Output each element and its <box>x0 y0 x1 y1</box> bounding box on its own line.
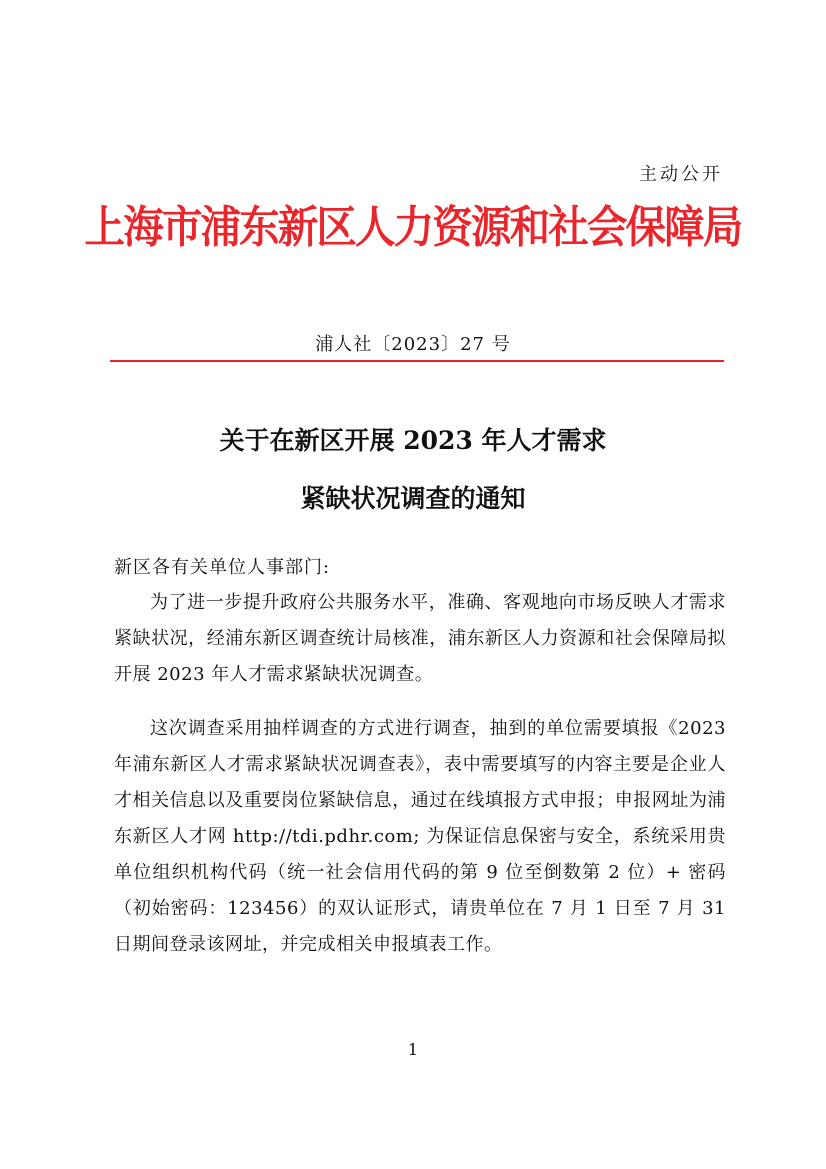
document-title-line-2: 紧缺状况调查的通知 <box>300 484 526 513</box>
document-title-line-1: 关于在新区开展 2023 年人才需求 <box>219 426 607 455</box>
page-number: 1 <box>407 1040 419 1059</box>
salutation: 新区各有关单位人事部门: <box>114 557 331 578</box>
disclosure-label: 主动公开 <box>639 164 723 185</box>
body-paragraph-1: 为了进一步提升政府公共服务水平，准确、客观地向市场反映人才需求紧缺状况，经浦东新区调查统计局核准，浦东新区人力资源和社会保障局拟开展 2023 年人才需求紧缺状况调查。 <box>114 592 726 685</box>
red-divider-line <box>110 360 724 362</box>
issuing-agency-header: 上海市浦东新区人力资源和社会保障局 <box>84 202 742 253</box>
body-paragraph-2: 这次调查采用抽样调查的方式进行调查，抽到的单位需要填报《2023 年浦东新区人才需求紧缺状况调查表》，表中需要填写的内容主要是企业人才相关信息以及重要岗位紧缺信息，通过在线填报方式申报；申报网址为浦东新区人才网 http://tdi.pdhr.com; 为保证信息保密与安全，系统采用贵单位组织机构代码（统一社会信用代码的第 9 位至倒数第 2 位）+ 密码（初始密码：123456）的双认证形式，请贵单位在 7 月 1 日至 7 月 31 日期间登录该网址，并完成相关申报填表工作。 <box>114 718 726 955</box>
document-number: 浦人社〔2023〕27 号 <box>315 334 511 355</box>
